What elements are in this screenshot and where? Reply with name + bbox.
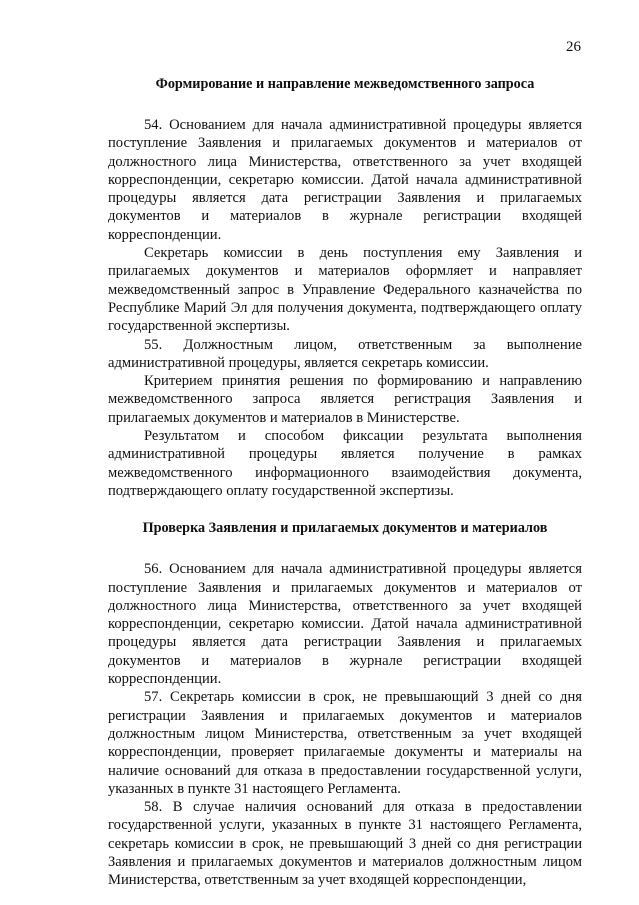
paragraph-result: Результатом и способом фиксации результата выполнения административной процедуры является получение в рамках межведомственного информационного взаимодействия документа, подтверждающего оплату государственной экспертизы. [108, 428, 582, 499]
page-number: 26 [566, 39, 581, 55]
document-body [108, 66, 582, 890]
paragraph-secretary-request: Секретарь комиссии в день поступления ему Заявления и прилагаемых документов и материалов оформляет и направляет межведомственный запрос в Управление Федерального казначейства по Республике Марий Эл для получения документа, подтверждающего оплату государственной экспертизы. [108, 245, 582, 335]
section-heading-interagency-request: Формирование и направление межведомственного запроса [155, 76, 535, 92]
paragraph-57: 57. Секретарь комиссии в срок, не превышающий 3 дней со дня регистрации Заявления и прилагаемых документов и материалов должностным лицом Министерства, ответственным за учет входящей корреспонденции, проверяет прилагаемые документы и материалы на наличие оснований для отказа в предоставлении государственной услуги, указанных в пункте 31 настоящего Регламента. [108, 689, 582, 797]
paragraph-56: 56. Основанием для начала административной процедуры является поступление Заявления и прилагаемых документов и материалов от должностного лица Министерства, ответственного за учет входящей корреспонденции, секретарю комиссии. Датой начала административной процедуры является дата регистрации Заявления и прилагаемых документов и материалов в журнале регистрации входящей корреспонденции. [108, 561, 582, 688]
paragraph-decision-criterion: Критерием принятия решения по формированию и направлению межведомственного запроса является регистрация Заявления и прилагаемых документов и материалов в Министерстве. [108, 373, 582, 426]
section-heading-application-check: Проверка Заявления и прилагаемых документов и материалов [142, 520, 548, 537]
paragraph-54: 54. Основанием для начала административной процедуры является поступление Заявления и прилагаемых документов и материалов от должностного лица Министерства, ответственного за учет входящей корреспонденции, секретарю комиссии. Датой начала административной процедуры является дата регистрации Заявления и прилагаемых документов и материалов в журнале регистрации входящей корреспонденции. [108, 117, 582, 243]
paragraph-58: 58. В случае наличия оснований для отказа в предоставлении государственной услуги, указанных в пункте 31 настоящего Регламента, секретарь комиссии в срок, не превышающий 3 дней со дня регистрации Заявления и прилагаемых документов и материалов должностным лицом Министерства, ответственным за учет входящей корреспонденции, [108, 799, 582, 889]
paragraph-55: 55. Должностным лицом, ответственным за выполнение административной процедуры, является секретарь комиссии. [108, 336, 582, 371]
